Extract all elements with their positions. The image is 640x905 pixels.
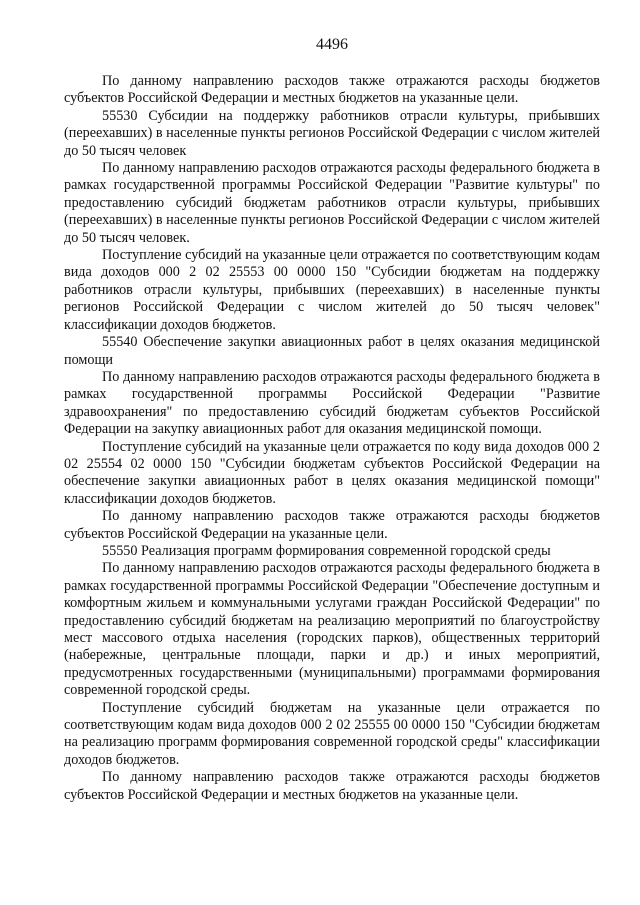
paragraph: По данному направлению расходов отражаются расходы федерального бюджета в рамках государственной программы Российской Федерации "Развитие здравоохранения" по предоставлению субсидий бюджетам субъектов Российской Федерации на закупку авиационных работ для оказания медицинской помощи. — [64, 368, 600, 438]
section-heading-55530: 55530 Субсидии на поддержку работников отрасли культуры, прибывших (переехавших) в населенные пункты регионов Российской Федерации с числом жителей до 50 тысяч человек — [64, 107, 601, 159]
paragraph: По данному направлению расходов отражаются расходы федерального бюджета в рамках государственной программы Российской Федерации "Развитие культуры" по предоставлению субсидий бюджетам работников отрасли культуры, прибывших (переехавших) в населенные пункты регионов Российской Федерации с числом жителей до 50 тысяч человек. — [64, 160, 601, 246]
page-number: 4496 — [316, 36, 348, 53]
paragraph: Поступление субсидий на указанные цели отражается по коду вида доходов 000 2 02 25554 02 0000 150 "Субсидии бюджетам субъектов Российской Федерации на обеспечение закупки авиационных работ в целях оказания медицинской помощи" классификации доходов бюджетов. — [64, 438, 600, 507]
paragraph: Поступление субсидий бюджетам на указанные цели отражается по соответствующим кодам вида доходов 000 2 02 25555 00 0000 150 "Субсидии бюджетам на реализацию программ формирования современной городской среды" классификации доходов бюджетов. — [64, 699, 600, 768]
paragraph: Поступление субсидий на указанные цели отражается по соответствующим кодам вида доходов 000 2 02 25553 00 0000 150 "Субсидии бюджетам на поддержку работников отрасли культуры, прибывших (переехавших) в населенные пункты регионов Российской Федерации с числом жителей до 50 тысяч человек" классификации доходов бюджетов. — [64, 247, 600, 333]
paragraph: По данному направлению расходов отражаются расходы федерального бюджета в рамках государственной программы Российской Федерации "Обеспечение доступным и комфортным жильем и коммунальными услугами граждан Российской Федерации" по предоставлению субсидий бюджетам на реализацию мероприятий по благоустройству мест массового отдыха населения (городских парков), общественных территорий (набережные, центральные площади, парки и др.) и иных мероприятий, предусмотренных государственными (муниципальными) программами формирования современной городской среды. — [64, 560, 600, 699]
section-heading-55540: 55540 Обеспечение закупки авиационных работ в целях оказания медицинской помощи — [64, 334, 600, 368]
paragraph: По данному направлению расходов также отражаются расходы бюджетов субъектов Российской Федерации на указанные цели. — [64, 508, 600, 542]
paragraph: По данному направлению расходов также отражаются расходы бюджетов субъектов Российской Федерации и местных бюджетов на указанные цели. — [64, 769, 600, 803]
paragraph: По данному направлению расходов также отражаются расходы бюджетов субъектов Российской Федерации и местных бюджетов на указанные цели. — [64, 73, 600, 107]
document-body — [64, 73, 600, 804]
section-heading-55550: 55550 Реализация программ формирования современной городской среды — [102, 542, 551, 559]
